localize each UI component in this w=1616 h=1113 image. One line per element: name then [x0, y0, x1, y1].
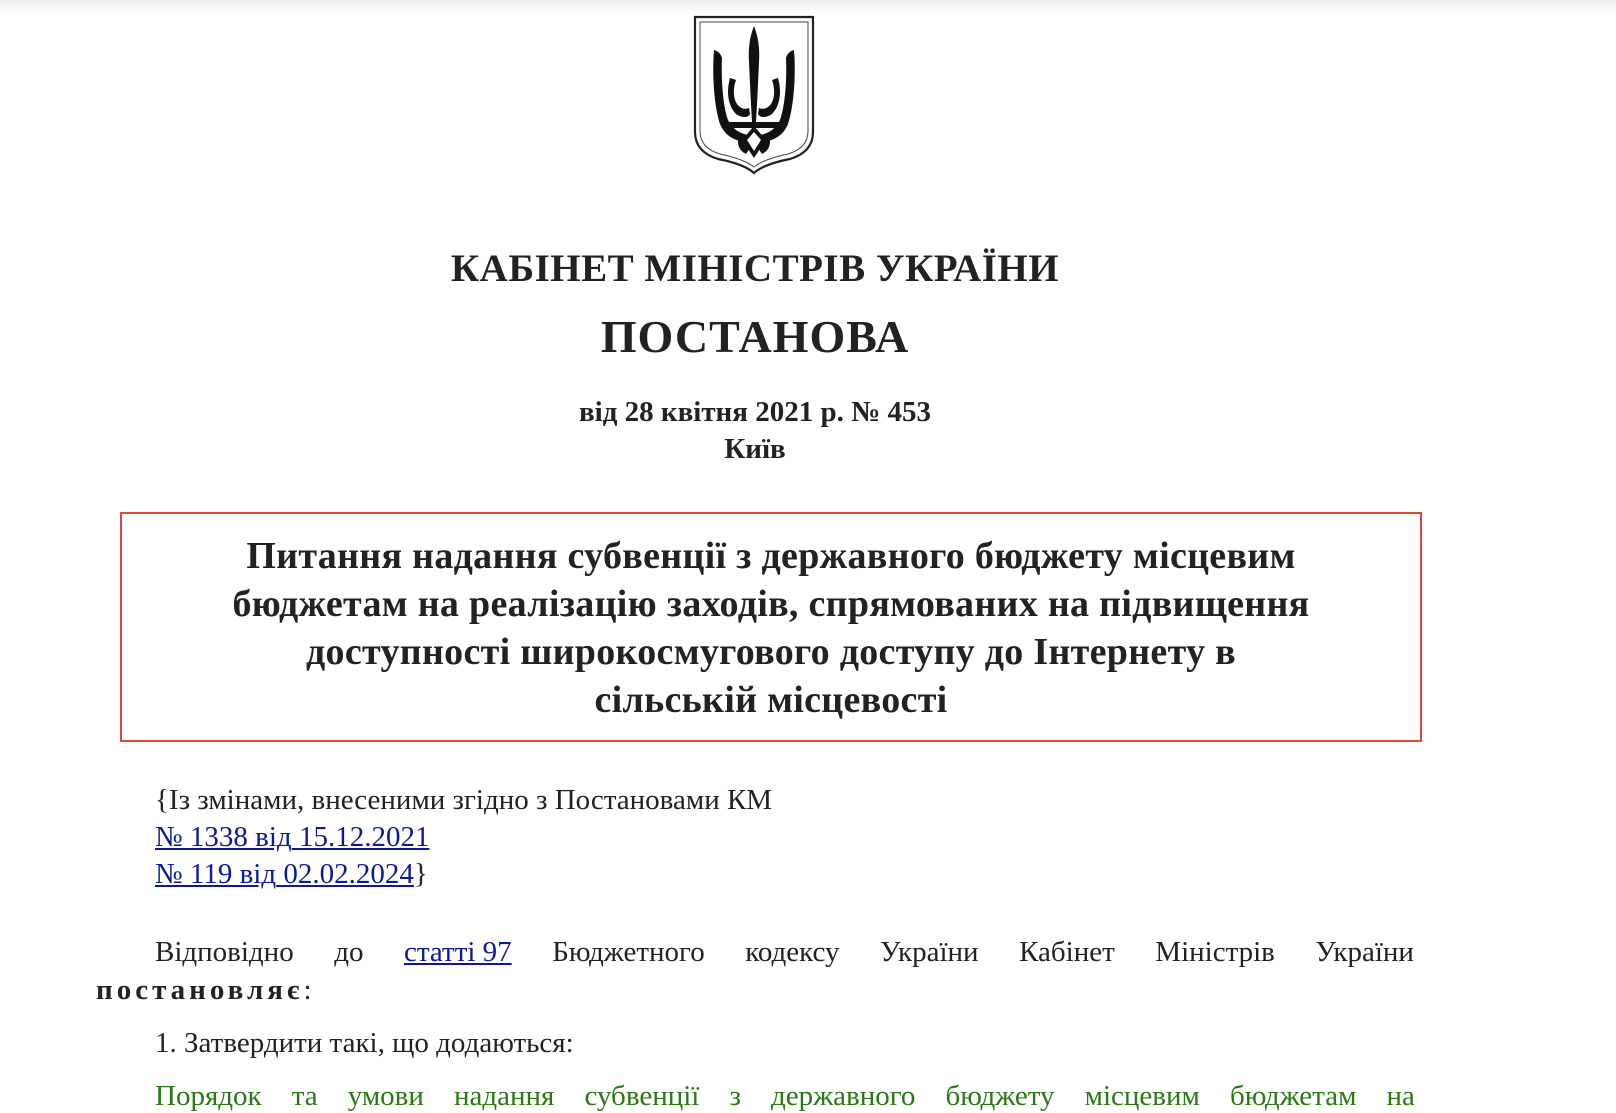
item-1-text: 1. Затвердити такі, що додаються: [155, 1027, 574, 1059]
title-line: Питання надання субвенції з державного бюджету місцевим [246, 535, 1296, 577]
amendment-link-1338[interactable]: № 1338 від 15.12.2021 [155, 821, 430, 853]
article-97-link[interactable]: статті 97 [404, 936, 512, 968]
annex-link-line[interactable]: Порядок та умови надання субвенції з державного бюджету місцевим бюджетам на [155, 1080, 1415, 1112]
preamble-line-2: постановляє: [96, 974, 312, 1006]
document-city: Київ [724, 433, 786, 465]
document-type: ПОСТАНОВА [600, 311, 910, 362]
title-line: доступності широкосмугового доступу до Інтернету в [306, 631, 1236, 673]
document-title-box [120, 512, 1422, 742]
title-line: бюджетам на реалізацію заходів, спрямованих на підвищення [232, 583, 1310, 625]
amendments-intro: {Із змінами, внесеними згідно з Постановами КМ [155, 784, 773, 816]
organization-title: КАБІНЕТ МІНІСТРІВ УКРАЇНИ [450, 247, 1060, 290]
preamble-paragraph [96, 933, 1414, 1009]
decree-word: постановляє [96, 974, 304, 1006]
amendment-line [155, 856, 772, 893]
document-date-number: від 28 квітня 2021 р. № 453 [579, 396, 931, 428]
title-line: сільській місцевості [594, 679, 948, 721]
tryzub-icon [692, 14, 816, 176]
amendments-closing: } [413, 858, 428, 890]
preamble-line-1: Відповідно до статті 97 Бюджетного кодексу України Кабінет Міністрів України [96, 933, 1414, 971]
amendment-line [155, 819, 772, 856]
amendment-link-119[interactable]: № 119 від 02.02.2024 [155, 858, 414, 890]
amendments-note [155, 782, 772, 893]
top-shadow [0, 0, 1616, 14]
